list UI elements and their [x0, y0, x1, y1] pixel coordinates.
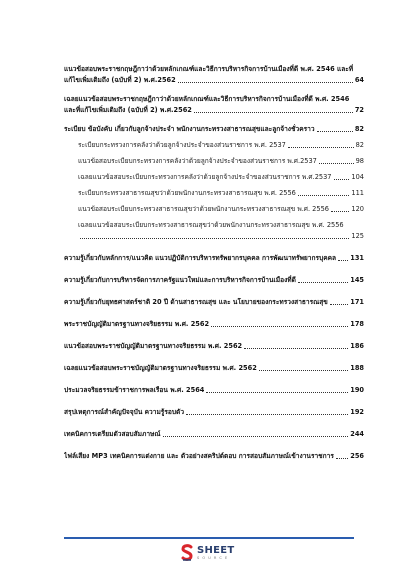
- toc-entry[interactable]: [64, 124, 364, 135]
- toc-entry[interactable]: [64, 297, 364, 308]
- toc-entry[interactable]: [64, 429, 364, 440]
- toc-entry-title: เฉลยแนวข้อสอบระเบียบกระทรวงสาธารณสุขว่าด้วยพนักงานกระทรวงสาธารณสุข พ.ศ. 2556: [78, 221, 344, 229]
- dot-leader: [206, 392, 348, 393]
- dot-leader: [178, 82, 353, 83]
- toc-page-number: 82: [355, 141, 364, 149]
- dot-leader: [317, 131, 353, 132]
- dot-leader: [244, 348, 348, 349]
- toc-entry-title: ความรู้เกี่ยวกับการบริหารจัดการภาครัฐแนวใหม่และการบริหารกิจการบ้านเมืองที่ดี: [64, 276, 296, 284]
- toc-entry-title: ความรู้เกี่ยวกับยุทธศาสตร์ชาติ 20 ปี ด้านสาธารณสุข และ นโยบายของกระทรวงสาธารณสุข: [64, 298, 328, 306]
- sheet-s-icon: [180, 544, 194, 562]
- toc-subentry[interactable]: [64, 156, 364, 167]
- toc-page-number: 244: [350, 430, 364, 438]
- toc-page-number: 104: [351, 173, 364, 181]
- dot-leader: [336, 458, 348, 459]
- toc-page-number: 188: [350, 364, 364, 372]
- logo-wordmark: SHEET: [197, 544, 235, 556]
- toc-entry-title: พระราชบัญญัติมาตรฐานทางจริยธรรม พ.ศ. 2562: [64, 320, 210, 328]
- dot-leader: [298, 195, 350, 196]
- toc-entry-title: แนวข้อสอบระเบียบกระทรวงการคลังว่าด้วยลูกจ้างประจำของส่วนราชการ พ.ศ.2537: [78, 157, 317, 165]
- toc-entry[interactable]: [64, 407, 364, 418]
- toc-subentry[interactable]: [64, 220, 364, 242]
- toc-entry-title: แนวข้อสอบพระราชกฤษฎีกาว่าด้วยหลักเกณฑ์และวิธีการบริหารกิจการบ้านเมืองที่ดี พ.ศ. 2546 และที่: [64, 65, 354, 73]
- toc-subentry[interactable]: [64, 140, 364, 151]
- toc-page-number: 171: [350, 298, 364, 306]
- toc-entry[interactable]: [64, 451, 364, 462]
- dot-leader: [163, 436, 349, 437]
- toc-page-number: 111: [351, 189, 364, 197]
- dot-leader: [298, 282, 348, 283]
- toc-entry-title: แนวข้อสอบระเบียบกระทรวงสาธารณสุขว่าด้วยพนักงานกระทรวงสาธารณสุข พ.ศ. 2556: [78, 205, 329, 213]
- toc-entry[interactable]: [64, 319, 364, 330]
- toc-entry-title: เทคนิคการเตรียมตัวสอบสัมภาษณ์: [64, 430, 161, 438]
- toc-page-number: 178: [350, 320, 364, 328]
- dot-leader: [186, 414, 348, 415]
- toc-page-number: 98: [355, 157, 364, 165]
- toc-page-number: 64: [354, 76, 364, 84]
- toc-page-number: 186: [350, 342, 364, 350]
- toc-entry-title: ประมวลจริยธรรมข้าราชการพลเรือน พ.ศ. 2564: [64, 386, 205, 394]
- toc-entry-title: ระเบียบกระทรวงสาธารณสุขว่าด้วยพนักงานกระทรวงสาธารณสุข พ.ศ. 2556: [78, 189, 296, 197]
- dot-leader: [338, 260, 348, 261]
- toc-entry-title-cont: และที่แก้ไขเพิ่มเติมถึง (ฉบับที่ 2) พ.ศ.2562: [64, 106, 192, 114]
- toc-entry-title: แนวข้อสอบพระราชบัญญัติมาตรฐานทางจริยธรรม พ.ศ. 2562: [64, 342, 243, 350]
- toc-page-number: 145: [350, 276, 364, 284]
- toc-entry-title: เฉลยแนวข้อสอบระเบียบกระทรวงการคลังว่าด้วยลูกจ้างประจำของส่วนราชการ พ.ศ.2537: [78, 173, 332, 181]
- dot-leader: [194, 112, 353, 113]
- toc-subentry[interactable]: [64, 204, 364, 215]
- toc-page-number: 72: [354, 106, 364, 114]
- toc-entry-title: ระเบียบ ข้อบังคับ เกี่ยวกับลูกจ้างประจำ พนักงานกระทรวงสาธารณสุขและลูกจ้างชั่วคราว: [64, 125, 315, 133]
- toc-page-number: 192: [350, 408, 364, 416]
- toc-subentry[interactable]: [64, 188, 364, 199]
- toc-entry[interactable]: [64, 341, 364, 352]
- dot-leader: [331, 211, 349, 212]
- toc-page-number: 256: [350, 452, 364, 460]
- table-of-contents: [64, 64, 364, 462]
- footer-rule: [64, 537, 354, 539]
- dot-leader: [334, 179, 350, 180]
- toc-entry-title: ไฟล์เสียง MP3 เทคนิคการแต่งกาย และ ตัวอย่างสคริปต์ตอบ การสอบสัมภาษณ์เข้างานราชการ: [64, 452, 334, 460]
- toc-entry[interactable]: [64, 253, 364, 264]
- toc-page-number: 131: [350, 254, 364, 262]
- dot-leader: [330, 304, 348, 305]
- dot-leader: [259, 370, 348, 371]
- dot-leader: [80, 238, 349, 239]
- dot-leader: [319, 163, 354, 164]
- toc-entry-title: ความรู้เกี่ยวกับหลักการ/แนวคิด แนวปฏิบัติการบริหารทรัพยากรบุคคล การพัฒนาทรัพยากรบุคคล: [64, 254, 337, 262]
- toc-entry-title: เฉลยแนวข้อสอบพระราชกฤษฎีกาว่าด้วยหลักเกณฑ์และวิธีการบริหารกิจการบ้านเมืองที่ดี พ.ศ. 2546: [64, 95, 350, 103]
- dot-leader: [211, 326, 348, 327]
- logo-subtitle: S O U R C E: [197, 555, 229, 560]
- toc-subentry[interactable]: [64, 172, 364, 183]
- toc-entry[interactable]: [64, 363, 364, 374]
- toc-page-number: 190: [350, 386, 364, 394]
- toc-entry-title: สรุปเหตุการณ์สำคัญปัจจุบัน ความรู้รอบตัว: [64, 408, 185, 416]
- toc-page-number: 120: [351, 205, 364, 213]
- toc-entry-title: เฉลยแนวข้อสอบพระราชบัญญัติมาตรฐานทางจริยธรรม พ.ศ. 2562: [64, 364, 257, 372]
- toc-entry-title: ระเบียบกระทรวงการคลังว่าด้วยลูกจ้างประจำของส่วนราชการ พ.ศ. 2537: [78, 141, 286, 149]
- dot-leader: [288, 147, 354, 148]
- toc-entry-title-cont: แก้ไขเพิ่มเติมถึง (ฉบับที่ 2) พ.ศ.2562: [64, 76, 176, 84]
- toc-entry[interactable]: [64, 94, 364, 116]
- toc-entry[interactable]: [64, 385, 364, 396]
- toc-page-number: 125: [351, 232, 364, 240]
- toc-entry[interactable]: [64, 64, 364, 86]
- toc-entry[interactable]: [64, 275, 364, 286]
- sheet-logo: [180, 542, 235, 564]
- toc-page-number: 82: [354, 125, 364, 133]
